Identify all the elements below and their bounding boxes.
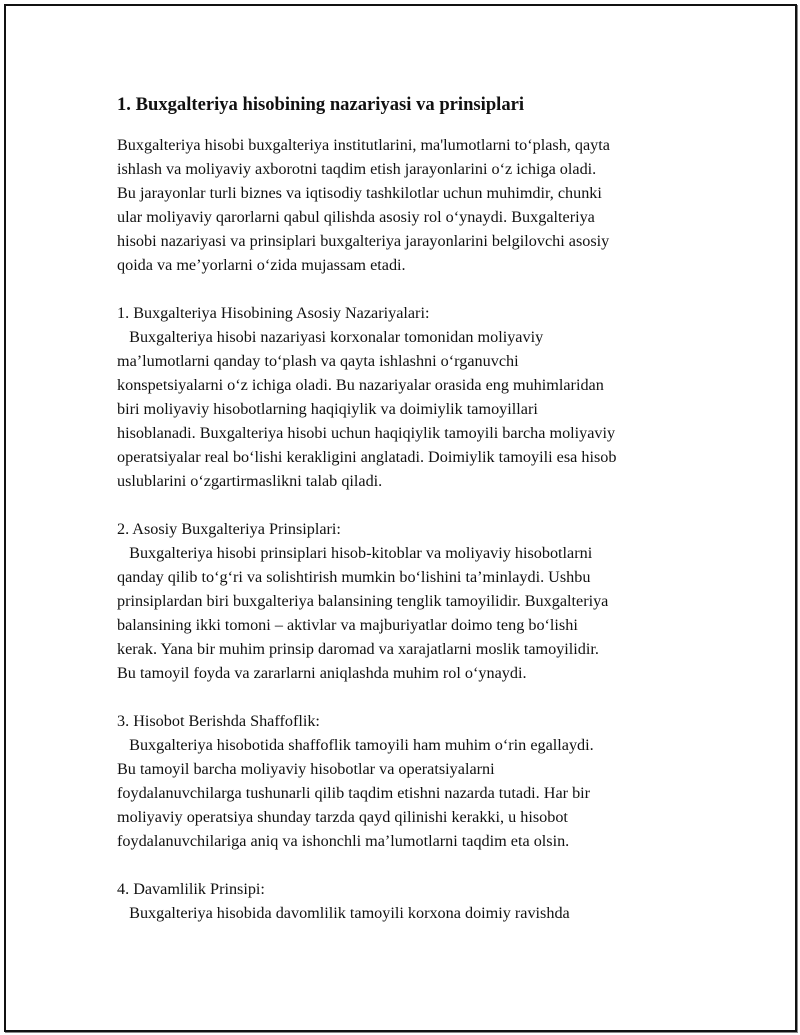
- intro-paragraph: [117, 133, 697, 277]
- section-heading: 1. Buxgalteriya Hisobining Asosiy Nazariyalari:: [117, 304, 430, 322]
- paragraph-gap: [117, 277, 697, 301]
- document-body: [117, 93, 697, 925]
- text-line: moliyaviy operatsiya shunday tarzda qayd qilinishi kerakki, u hisobot: [117, 808, 568, 826]
- paragraph-gap: [117, 685, 697, 709]
- text-line: balansining ikki tomoni – aktivlar va majburiyatlar doimo teng bo‘lishi: [117, 616, 578, 634]
- section-heading: 4. Davamlilik Prinsipi:: [117, 880, 265, 898]
- paragraph-gap: [117, 853, 697, 877]
- text-line: kerak. Yana bir muhim prinsip daromad va xarajatlarni moslik tamoyilidir.: [117, 640, 599, 658]
- text-line: ma’lumotlarni qanday to‘plash va qayta ishlashni o‘rganuvchi: [117, 352, 519, 370]
- text-line: biri moliyaviy hisobotlarning haqiqiylik va doimiylik tamoyillari: [117, 400, 538, 418]
- text-line: Buxgalteriya hisobotida shaffoflik tamoyili ham muhim o‘rin egallaydi.: [117, 736, 594, 754]
- text-line: konspetsiyalarni o‘z ichiga oladi. Bu nazariyalar orasida eng muhimlaridan: [117, 376, 604, 394]
- text-line: hisoblanadi. Buxgalteriya hisobi uchun haqiqiylik tamoyili barcha moliyaviy: [117, 424, 616, 442]
- section-2: [117, 517, 697, 685]
- text-line: ular moliyaviy qarorlarni qabul qilishda asosiy rol o‘ynaydi. Buxgalteriya: [117, 208, 595, 226]
- text-line: hisobi nazariyasi va prinsiplari buxgalteriya jarayonlarini belgilovchi asosiy: [117, 232, 610, 250]
- text-line: foydalanuvchilariga aniq va ishonchli ma’lumotlarni taqdim eta olsin.: [117, 832, 570, 850]
- section-3: [117, 709, 697, 853]
- section-4: [117, 877, 697, 925]
- text-line: operatsiyalar real bo‘lishi kerakligini anglatadi. Doimiylik tamoyili esa hisob: [117, 448, 617, 466]
- section-heading: 2. Asosiy Buxgalteriya Prinsiplari:: [117, 520, 341, 538]
- text-line: Bu tamoyil barcha moliyaviy hisobotlar va operatsiyalarni: [117, 760, 495, 778]
- text-line: prinsiplardan biri buxgalteriya balansining tenglik tamoyilidir. Buxgalteriya: [117, 592, 609, 610]
- text-line: ishlash va moliyaviy axborotni taqdim etish jarayonlarini o‘z ichiga oladi.: [117, 160, 597, 178]
- text-line: qanday qilib to‘g‘ri va solishtirish mumkin bo‘lishini ta’minlaydi. Ushbu: [117, 568, 591, 586]
- text-line: qoida va me’yorlarni o‘zida mujassam etadi.: [117, 256, 406, 274]
- text-line: uslublarini o‘zgartirmaslikni talab qiladi.: [117, 472, 383, 490]
- text-line: Buxgalteriya hisobi nazariyasi korxonalar tomonidan moliyaviy: [117, 328, 544, 346]
- text-line: Buxgalteriya hisobi prinsiplari hisob-kitoblar va moliyaviy hisobotlarni: [117, 544, 593, 562]
- paragraph-gap: [117, 493, 697, 517]
- text-line: Buxgalteriya hisobi buxgalteriya institutlarini, ma'lumotlarni to‘plash, qayta: [117, 136, 610, 154]
- text-line: foydalanuvchilarga tushunarli qilib taqdim etishni nazarda tutadi. Har bir: [117, 784, 591, 802]
- text-line: Bu jarayonlar turli biznes va iqtisodiy tashkilotlar uchun muhimdir, chunki: [117, 184, 602, 202]
- section-heading: 3. Hisobot Berishda Shaffoflik:: [117, 712, 320, 730]
- text-line: Bu tamoyil foyda va zararlarni aniqlashda muhim rol o‘ynaydi.: [117, 664, 527, 682]
- section-1: [117, 301, 697, 493]
- document-title: 1. Buxgalteriya hisobining nazariyasi va prinsiplari: [117, 94, 525, 115]
- text-line: Buxgalteriya hisobida davomlilik tamoyili korxona doimiy ravishda: [117, 904, 570, 922]
